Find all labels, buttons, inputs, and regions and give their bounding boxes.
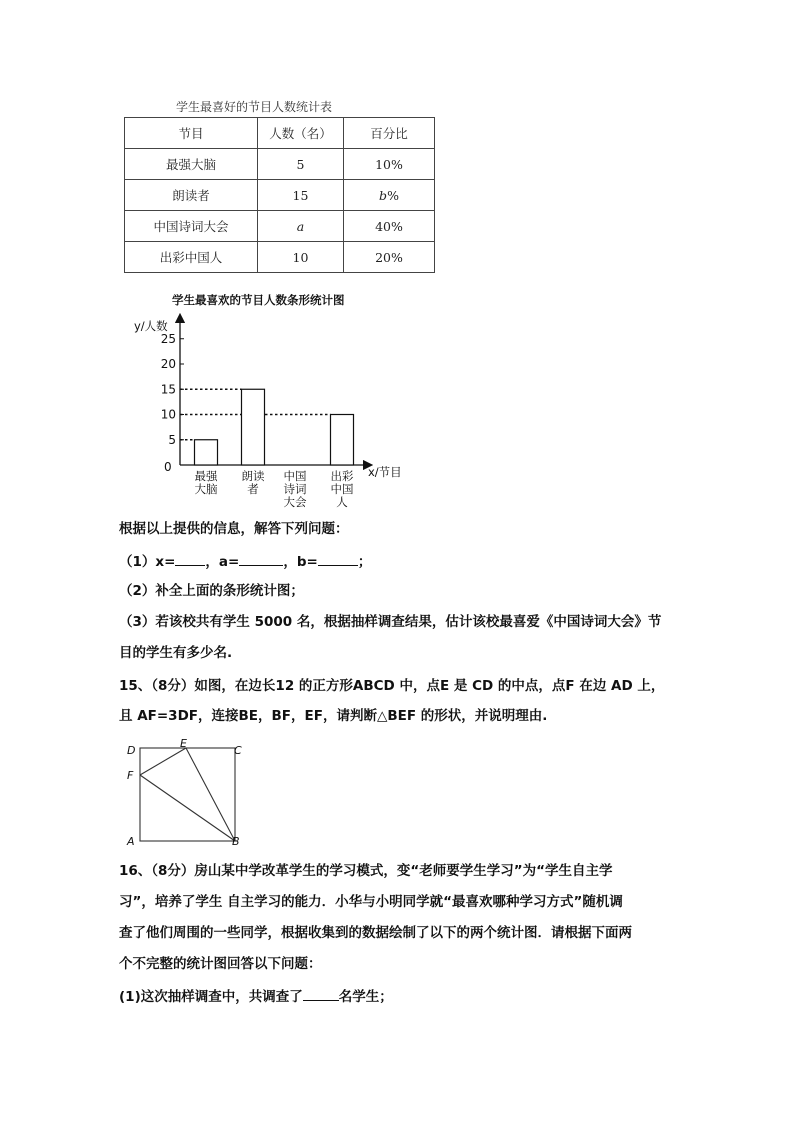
cell-program: 中国诗词大会 xyxy=(125,211,258,242)
table-header-row xyxy=(125,118,435,149)
cell-percent: 10% xyxy=(344,149,435,180)
square-abcd xyxy=(140,748,235,841)
table-row xyxy=(125,180,435,211)
origin-label: 0 xyxy=(164,460,172,474)
q14-part3-line2: 目的学生有多少名. xyxy=(119,645,233,661)
cell-percent: 40% xyxy=(344,211,435,242)
cell-program: 朗读者 xyxy=(125,180,258,211)
bars xyxy=(195,389,354,465)
q14-part1 xyxy=(119,551,371,572)
label-d: D xyxy=(127,744,136,757)
stats-table xyxy=(124,117,435,273)
bar xyxy=(242,389,265,465)
cell-program: 最强大脑 xyxy=(125,149,258,180)
q14-part3-line1: （3）若该校共有学生 5000 名，根据抽样调查结果，估计该校最喜爱《中国诗词大会》节 xyxy=(119,614,662,630)
q14-p1-a-label: ，a= xyxy=(205,554,240,570)
answer-blank-a[interactable] xyxy=(239,551,283,566)
x-categories xyxy=(195,469,354,509)
var-a: a xyxy=(296,218,305,234)
answer-blank-b[interactable] xyxy=(318,551,358,566)
q16-p1-label: (1)这次抽样调查中，共调查了 xyxy=(119,989,303,1005)
label-a: A xyxy=(127,835,135,848)
bar-chart xyxy=(120,288,420,518)
label-f: F xyxy=(127,769,134,782)
table-row xyxy=(125,211,435,242)
header-percent: 百分比 xyxy=(344,118,435,149)
q14-intro: 根据以上提供的信息，解答下列问题： xyxy=(119,521,349,537)
header-program: 节目 xyxy=(125,118,258,149)
y-tick-label: 5 xyxy=(168,432,176,447)
cell-percent: 20% xyxy=(344,242,435,273)
category-label: 朗读 xyxy=(241,469,265,483)
y-axis-label: y/人数 xyxy=(134,319,168,333)
q16-line1: 16、（8分）房山某中学改革学生的学习模式，变“老师要学生学习”为“学生自主学 xyxy=(119,863,613,879)
q16-part1 xyxy=(119,986,393,1007)
cell-count: 15 xyxy=(258,180,344,211)
y-tick-label: 20 xyxy=(160,357,176,371)
category-label: 出彩 xyxy=(330,469,354,483)
header-count: 人数（名） xyxy=(258,118,344,149)
var-b: b xyxy=(379,187,388,203)
answer-blank-x[interactable] xyxy=(175,551,205,566)
cell-program: 出彩中国人 xyxy=(125,242,258,273)
label-c: C xyxy=(234,744,242,757)
category-label: 大脑 xyxy=(194,482,218,496)
x-axis-label: x/节目 xyxy=(368,465,402,479)
table-row xyxy=(125,149,435,180)
y-tick-label: 10 xyxy=(160,407,176,422)
category-label: 诗词 xyxy=(283,482,307,496)
category-label: 人 xyxy=(336,495,348,509)
q14-part2: （2）补全上面的条形统计图； xyxy=(119,583,304,599)
label-e: E xyxy=(180,738,187,750)
percent-suffix: % xyxy=(387,187,399,203)
cell-count: 5 xyxy=(258,149,344,180)
cell-percent xyxy=(344,180,435,211)
q14-p1-b-label: ，b= xyxy=(283,554,318,570)
answer-blank-total[interactable] xyxy=(303,986,339,1001)
category-label: 最强 xyxy=(194,469,218,483)
q16-p1-end: 名学生； xyxy=(338,989,393,1005)
y-tick-label: 15 xyxy=(160,382,176,397)
category-label: 中国 xyxy=(283,469,307,483)
segment-bf xyxy=(140,775,235,841)
segment-be xyxy=(186,748,235,841)
cell-count xyxy=(258,211,344,242)
q16-line3: 查了他们周围的一些同学，根据收集到的数据绘制了以下的两个统计图．请根据下面两 xyxy=(119,925,632,941)
q16-line4: 个不完整的统计图回答以下问题： xyxy=(119,956,322,972)
bar xyxy=(331,415,354,466)
table-title: 学生最喜好的节目人数统计表 xyxy=(176,100,333,114)
y-tick-label: 25 xyxy=(160,331,176,346)
q16-line2: 习”，培养了学生 自主学习的能力．小华与小明同学就“最喜欢哪种学习方式”随机调 xyxy=(119,894,623,910)
bar xyxy=(195,440,218,465)
q15-line1: 15、（8分）如图，在边长12 的正方形ABCD 中，点E 是 CD 的中点，点F 在边 AD 上， xyxy=(119,678,665,694)
cell-count: 10 xyxy=(258,242,344,273)
square-figure xyxy=(120,738,250,850)
segment-ef xyxy=(140,748,186,775)
table-row xyxy=(125,242,435,273)
category-label: 者 xyxy=(247,482,259,496)
category-label: 大会 xyxy=(283,495,307,509)
category-label: 中国 xyxy=(330,482,354,496)
q14-p1-end: ； xyxy=(357,554,372,570)
label-b: B xyxy=(232,835,240,848)
q15-line2: 且 AF=3DF，连接BE，BF，EF，请判断△BEF 的形状，并说明理由. xyxy=(119,708,548,724)
chart-title: 学生最喜欢的节目人数条形统计图 xyxy=(172,293,345,307)
q14-p1-x-label: （1）x= xyxy=(119,554,176,570)
